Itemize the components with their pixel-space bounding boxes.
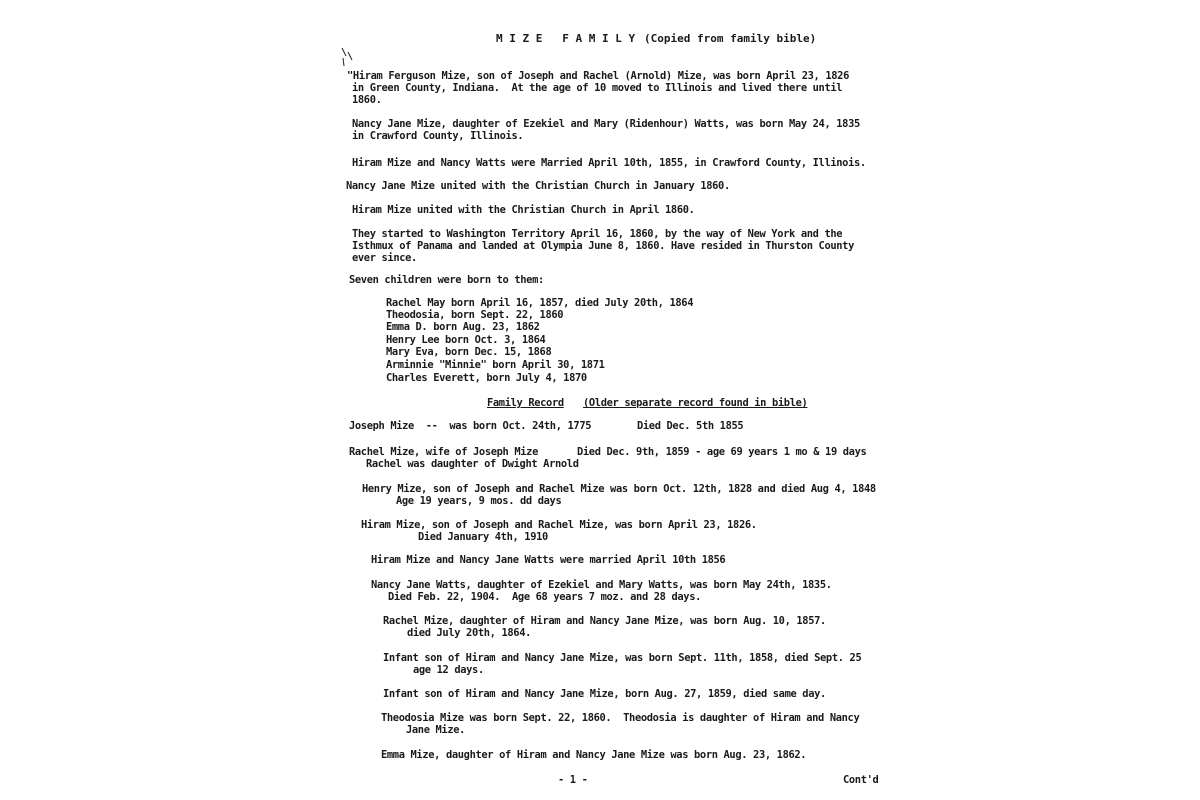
child-entry: Arminnie "Minnie" born April 30, 1871 [386, 359, 605, 371]
doc-subtitle: (Copied from family bible) [644, 32, 817, 45]
infant-record: Infant son of Hiram and Nancy Jane Mize, was born Sept. 11th, 1858, died Sept. 25 [383, 652, 862, 664]
joseph-death: Died Dec. 5th 1855 [637, 420, 744, 432]
family-record-heading: Family Record [487, 397, 564, 409]
nancy-birth-line: in Crawford County, Illinois. [352, 130, 524, 142]
continued-note: Cont'd [843, 774, 879, 786]
rachel-entry: Rachel Mize, wife of Joseph Mize [349, 446, 538, 458]
nancy-church-entry: Nancy Jane Mize united with the Christian Church in January 1860. [346, 180, 730, 192]
rachel-child-record: Rachel Mize, daughter of Hiram and Nancy Jane Mize, was born Aug. 10, 1857. [383, 615, 826, 627]
hiram-birth-line: "Hiram Ferguson Mize, son of Joseph and Rachel (Arnold) Mize, was born April 23, 1826 [347, 70, 849, 82]
nancy-record: Nancy Jane Watts, daughter of Ezekiel and Mary Watts, was born May 24th, 1835. [371, 579, 832, 591]
rachel-child-record: died July 20th, 1864. [407, 627, 532, 639]
nancy-record: Died Feb. 22, 1904. Age 68 years 7 moz. and 28 days. [388, 591, 702, 603]
hiram-record: Hiram Mize, son of Joseph and Rachel Mize, was born April 23, 1826. [361, 519, 757, 531]
rachel-parent: Rachel was daughter of Dwight Arnold [366, 458, 579, 470]
theodosia-record: Theodosia Mize was born Sept. 22, 1860. Theodosia is daughter of Hiram and Nancy [381, 712, 860, 724]
rachel-death: Died Dec. 9th, 1859 - age 69 years 1 mo & 19 days [577, 446, 867, 458]
travel-line: ever since. [352, 252, 417, 264]
travel-line: Isthmux of Panama and landed at Olympia June 8, 1860. Have resided in Thurston County [352, 240, 854, 252]
henry-entry: Henry Mize, son of Joseph and Rachel Mize was born Oct. 12th, 1828 and died Aug 4, 1848 [362, 483, 876, 495]
child-entry: Emma D. born Aug. 23, 1862 [386, 321, 540, 333]
joseph-entry: Joseph Mize -- was born Oct. 24th, 1775 [349, 420, 592, 432]
child-entry: Theodosia, born Sept. 22, 1860 [386, 309, 564, 321]
family-record-note: (Older separate record found in bible) [583, 397, 808, 409]
child-entry: Rachel May born April 16, 1857, died July 20th, 1864 [386, 297, 694, 309]
emma-record: Emma Mize, daughter of Hiram and Nancy Jane Mize was born Aug. 23, 1862. [381, 749, 807, 761]
hiram-birth-line: 1860. [352, 94, 382, 106]
travel-line: They started to Washington Territory April 16, 1860, by the way of New York and the [352, 228, 843, 240]
pen-mark-icon [340, 46, 354, 68]
doc-title: M I Z E F A M I L Y [496, 32, 636, 45]
child-entry: Mary Eva, born Dec. 15, 1868 [386, 346, 552, 358]
theodosia-record: Jane Mize. [406, 724, 466, 736]
children-intro: Seven children were born to them: [349, 274, 544, 286]
nancy-birth-line: Nancy Jane Mize, daughter of Ezekiel and Mary (Ridenhour) Watts, was born May 24, 1835 [352, 118, 860, 130]
infant-record: Infant son of Hiram and Nancy Jane Mize, born Aug. 27, 1859, died same day. [383, 688, 826, 700]
page-number: - 1 - [558, 774, 588, 786]
hiram-church-entry: Hiram Mize united with the Christian Church in April 1860. [352, 204, 695, 216]
marriage-entry: Hiram Mize and Nancy Watts were Married April 10th, 1855, in Crawford County, Illinois. [352, 157, 866, 169]
hiram-record: Died January 4th, 1910 [418, 531, 548, 543]
marriage-record: Hiram Mize and Nancy Jane Watts were married April 10th 1856 [371, 554, 726, 566]
child-entry: Henry Lee born Oct. 3, 1864 [386, 334, 546, 346]
child-entry: Charles Everett, born July 4, 1870 [386, 372, 587, 384]
henry-entry: Age 19 years, 9 mos. dd days [396, 495, 562, 507]
hiram-birth-line: in Green County, Indiana. At the age of 10 moved to Illinois and lived there until [352, 82, 843, 94]
infant-record: age 12 days. [413, 664, 484, 676]
